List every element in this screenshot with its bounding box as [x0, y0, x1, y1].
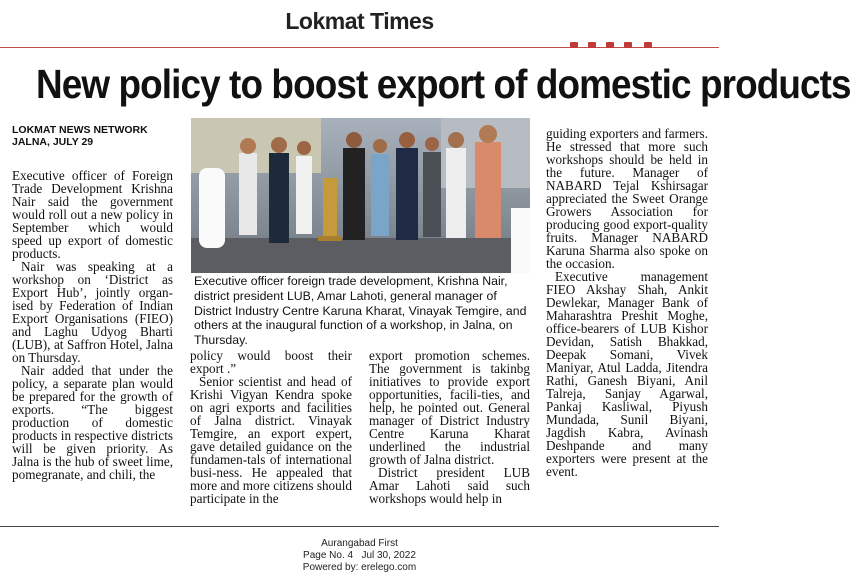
footer-divider [0, 526, 719, 527]
powered-by: Powered by: erelego.com [302, 562, 417, 573]
photo-caption: Executive officer foreign trade development, Krishna Nair, district president LUB, Amar Lahoti, general manager of District Industry Centre Karuna Kharat, Vinayak Temgire, and others at the inaugural function of a workshop, in Jalna, on Thursday. [190, 273, 532, 348]
masthead-title: Lokmat Times [285, 8, 434, 34]
paragraph: Executive management FIEO Akshay Shah, Ankit Dewlekar, Manager Bank of Maharashtra Preshit Moghe, office-bearers of LUB Kishor Devidan, Satish Bhakkad, Deepak Somani, Vivek Maniyar, Atul Ladda, Jitendra Rathi, Ganesh Biyani, Anil Talreja, Sanjay Agarwal, Pankaj Kasliwal, Piyush Mundada, Sunil Biyani, Jagdish Kabra, Avinash Deshpande and many exporters were present at the event. [546, 269, 708, 479]
paragraph: guiding exporters and farmers. He stressed that more such workshops should be held in the future. Manager of NABARD Tejal Kshirsagar appreciated the Sweet Orange Growers Association for producing good export-quality fruits. Manager NABARD Karuna Sharma also spoke on the occasion. [546, 126, 708, 271]
page-number: Page No. 4 [303, 550, 354, 561]
paragraph: Nair was speaking at a workshop on ‘District as Export Hub’, jointly organ-ised by Federation of Indian Export Organisations (FIEO) and Laghu Udyog Bharti (LUB), at Saffron Hotel, Jalna on Thursday. [12, 259, 173, 365]
adjacent-article-sliver [540, 40, 719, 48]
byline: LOKMAT NEWS NETWORK [12, 124, 148, 136]
paragraph: policy would boost their export .” [190, 348, 352, 376]
paragraph: Senior scientist and head of Krishi Vigyan Kendra spoke on agri exports and facilities of Jalna district. Vinayak Temgire, an export expert, gave detailed guidance on the fundamen-tals of international busi-ness. He appealed that more and more citizens should participate in the [190, 374, 352, 506]
article-headline: New policy to boost export of domestic products [35, 61, 851, 107]
article-column-4 [546, 127, 708, 478]
event-photo [191, 118, 530, 273]
article-column-1 [12, 122, 173, 481]
paragraph: Executive officer of Foreign Trade Development Krishna Nair said the government would roll out a new policy in September which would speed up export of domestic products. [12, 168, 173, 261]
paragraph: Nair added that under the policy, a separate plan would be prepared for the growth of exports. “The biggest production of domestic products in respective districts will be given priority. As Jalna is the hub of sweet lime, pomegranate, and chili, the [12, 363, 173, 482]
article-column-2 [190, 349, 352, 505]
paragraph: District president LUB Amar Lahoti said such workshops would help in [369, 465, 530, 506]
edition-label: Aurangabad First [321, 538, 398, 549]
paragraph: export promotion schemes. The government is takinbg initiatives to provide export opportunities, facili-ties, and help, he pointed out. General manager of District Industry Centre Karuna Kharat underlined the industrial growth of Jalna district. [369, 348, 530, 467]
masthead [0, 0, 719, 48]
event-photo-illustration [191, 118, 530, 273]
publication-date: Jul 30, 2022 [361, 550, 416, 561]
article-column-3 [369, 349, 530, 505]
page-and-date [0, 550, 719, 562]
dateline: JALNA, JULY 29 [12, 136, 94, 148]
page-footer [0, 538, 719, 574]
